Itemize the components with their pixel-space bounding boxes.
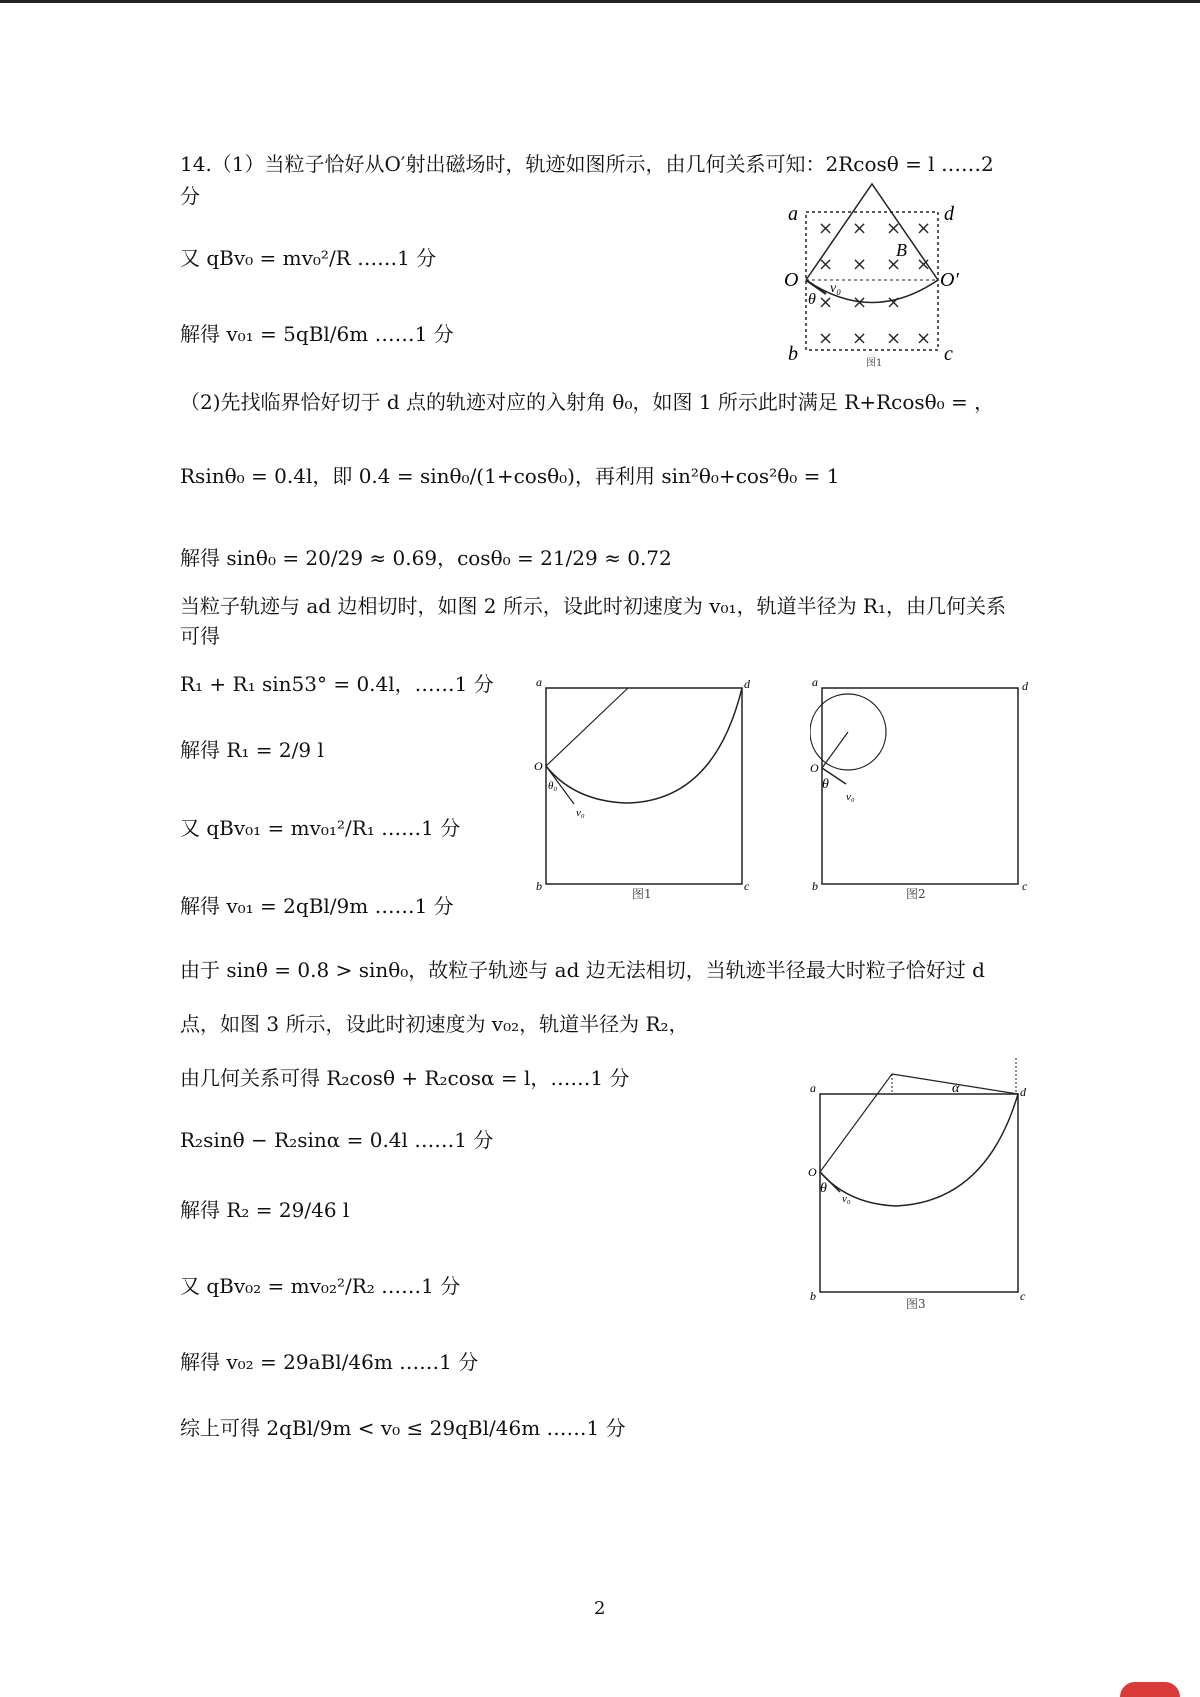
fig3-label-theta: θ: [820, 1181, 827, 1196]
fig3-trajectory: [820, 1094, 1018, 1206]
text-line-1: 14.（1）当粒子恰好从O′射出磁场时，轨迹如图所示，由几何关系可知：2Rcosθ = l ……2: [180, 152, 994, 176]
equation-r2-cos: 由几何关系可得 R₂cosθ + R₂cosα = l，……1 分: [180, 1066, 630, 1090]
fig1-radius: [546, 688, 628, 766]
fig2-radius: [822, 732, 848, 768]
equation-qbv0: 又 qBv₀ = mv₀²/R ……1 分: [180, 246, 437, 270]
fig1-caption: 图1: [632, 887, 652, 901]
label-c: c: [944, 343, 953, 365]
equation-r2-sin: R₂sinθ − R₂sinα = 0.4l ……1 分: [180, 1128, 494, 1152]
svg-text:×: ×: [852, 292, 868, 313]
svg-text:×: ×: [818, 254, 834, 275]
label-d: d: [944, 203, 954, 225]
fig1-label-O: O: [534, 759, 543, 773]
equation-v02: 解得 v₀₂ = 29aBl/46m ……1 分: [180, 1350, 479, 1374]
label-b: b: [788, 343, 798, 365]
svg-text:×: ×: [886, 292, 902, 313]
label-v0: v₀: [830, 281, 842, 296]
fig3-label-O: O: [808, 1165, 817, 1179]
svg-text:×: ×: [852, 254, 868, 275]
svg-text:×: ×: [916, 218, 932, 239]
label-theta: θ: [808, 291, 816, 308]
fig2-label-d: d: [1022, 679, 1028, 693]
fig3-label-alpha: α: [952, 1081, 960, 1096]
equation-qbv01: 又 qBv₀₁ = mv₀₁²/R₁ ……1 分: [180, 816, 461, 840]
svg-text:×: ×: [852, 328, 868, 349]
svg-text:×: ×: [818, 218, 834, 239]
svg-text:×: ×: [916, 328, 932, 349]
fig1-label-v0: v₀: [576, 807, 585, 819]
corner-stamp: [1120, 1682, 1180, 1697]
svg-text:×: ×: [818, 328, 834, 349]
fig2-label-O: O: [810, 761, 819, 775]
figure-field-square: [780, 180, 960, 370]
label-O-prime: O′: [940, 269, 959, 291]
fig2-caption: 图2: [906, 887, 926, 901]
label-O: O: [784, 269, 799, 291]
fig1-square: [546, 688, 742, 884]
figure-1: [534, 676, 754, 906]
label-B: B: [896, 240, 907, 260]
fig2-label-theta: θ: [822, 777, 829, 792]
fig1-label-a: a: [536, 676, 542, 689]
fig3-label-d: d: [1020, 1085, 1026, 1099]
fig3-label-a: a: [810, 1081, 816, 1095]
figure-3: [806, 1056, 1036, 1316]
svg-text:×: ×: [886, 218, 902, 239]
text-line-ad-tangent: 当粒子轨迹与 ad 边相切时，如图 2 所示，设此时初速度为 v₀₁，轨道半径为 R₁，由几何关系: [180, 594, 1007, 618]
fig3-label-v0: v₀: [842, 1193, 851, 1205]
equation-qbv02: 又 qBv₀₂ = mv₀₂²/R₂ ……1 分: [180, 1274, 461, 1298]
fig3-label-c: c: [1020, 1289, 1026, 1303]
equation-sin-cos: 解得 sinθ₀ = 20/29 ≈ 0.69，cosθ₀ = 21/29 ≈ 0.72: [180, 546, 672, 570]
svg-text:×: ×: [886, 254, 902, 275]
text-line-part2: （2)先找临界恰好切于 d 点的轨迹对应的入射角 θ₀，如图 1 所示此时满足 R+Rcosθ₀ = ，: [180, 390, 995, 414]
text-line-1b: 分: [180, 184, 200, 208]
svg-text:×: ×: [852, 218, 868, 239]
fig3-radius-left: [820, 1074, 892, 1172]
fig1-label-d: d: [744, 677, 750, 691]
equation-r1: 解得 R₁ = 2/9 l: [180, 738, 324, 762]
equation-r2: 解得 R₂ = 29/46 l: [180, 1198, 350, 1222]
svg-text:×: ×: [886, 328, 902, 349]
top-border: [0, 0, 1200, 3]
caption-fig0: 图1: [866, 358, 883, 369]
fig2-label-v0: v₀: [846, 791, 855, 803]
fig2-label-c: c: [1022, 879, 1028, 893]
page-number: 2: [594, 1598, 606, 1619]
fig3-label-b: b: [810, 1289, 816, 1303]
svg-text:×: ×: [916, 254, 932, 275]
fig1-label-theta: θ₀: [548, 780, 558, 792]
fig2-square: [822, 688, 1018, 884]
equation-v01-first: 解得 v₀₁ = 5qBl/6m ……1 分: [180, 322, 454, 346]
fig2-label-b: b: [812, 879, 818, 893]
label-a: a: [788, 203, 798, 225]
equation-r1-sum: R₁ + R₁ sin53° = 0.4l，……1 分: [180, 672, 494, 696]
figure-2: [810, 676, 1036, 906]
equation-v01: 解得 v₀₁ = 2qBl/9m ……1 分: [180, 894, 454, 918]
text-line-fig3-intro: 点，如图 3 所示，设此时初速度为 v₀₂，轨道半径为 R₂，: [180, 1012, 689, 1036]
text-line-sin-compare: 由于 sinθ = 0.8 > sinθ₀，故粒子轨迹与 ad 边无法相切，当轨迹半径最大时粒子恰好过 d: [180, 958, 985, 982]
equation-rsin: Rsinθ₀ = 0.4l，即 0.4 = sinθ₀/(1+cosθ₀)，再利用 sin²θ₀+cos²θ₀ = 1: [180, 464, 840, 488]
fig2-label-a: a: [812, 676, 818, 689]
text-line-ad-tangent-b: 可得: [180, 624, 220, 648]
svg-text:×: ×: [818, 292, 834, 313]
fig3-caption: 图3: [906, 1297, 926, 1311]
equation-conclusion: 综上可得 2qBl/9m < v₀ ≤ 29qBl/46m ……1 分: [180, 1416, 626, 1440]
fig1-label-b: b: [536, 879, 542, 893]
fig1-label-c: c: [744, 879, 750, 893]
fig1-trajectory: [546, 688, 742, 803]
